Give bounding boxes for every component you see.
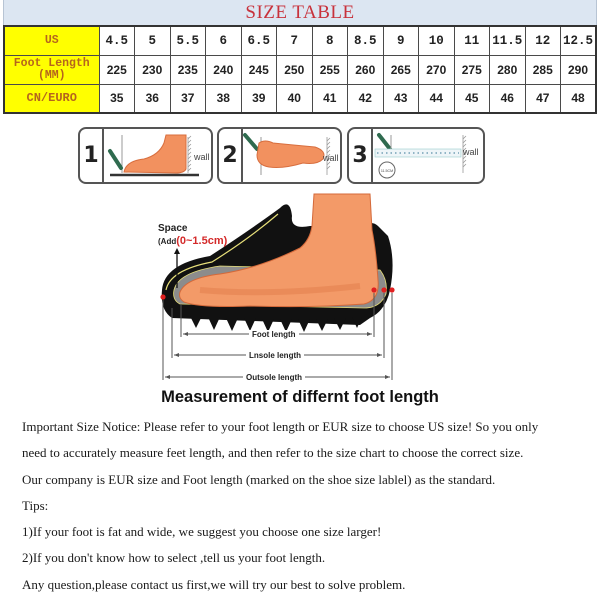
table-cell: 38 [206,84,242,113]
row-header-foot-length [4,55,99,84]
table-cell: 240 [206,55,242,84]
table-cell: 37 [170,84,206,113]
step-number: 2 [219,129,243,182]
table-cell: 43 [383,84,419,113]
table-cell: 8 [312,26,348,55]
table-cell: 46 [490,84,526,113]
table-cell: 245 [241,55,277,84]
step-number: 3 [349,129,373,182]
table-cell: 290 [561,55,597,84]
size-table [3,25,597,114]
table-cell: 225 [99,55,135,84]
table-cell: 285 [525,55,561,84]
table-cell: 12 [525,26,561,55]
table-cell: 41 [312,84,348,113]
table-cell: 44 [419,84,455,113]
table-cell: 7 [277,26,313,55]
table-row-foot-length [4,55,596,84]
wall-label: wall [323,153,339,163]
table-cell: 48 [561,84,597,113]
step-2-panel [217,127,342,184]
table-cell: 47 [525,84,561,113]
row-header-us: US [4,26,99,55]
table-row-cn-euro [4,84,596,113]
table-cell: 5.5 [170,26,206,55]
wall-label: wall [463,147,479,157]
table-cell: 9 [383,26,419,55]
table-cell: 270 [419,55,455,84]
table-cell: 12.5 [561,26,597,55]
row-header-cn-euro: CN/EURO [4,84,99,113]
step-3-panel [347,127,485,184]
table-cell: 10 [419,26,455,55]
size-notice [22,414,592,598]
space-label: Space [158,223,188,234]
step-number: 1 [80,129,104,182]
table-cell: 42 [348,84,384,113]
table-cell: 255 [312,55,348,84]
contact-line: Any question,please contact us first,we will try our best to solve problem. [22,576,406,592]
step-1-panel [78,127,213,184]
insole-length-label: Lnsole length [246,351,304,360]
table-cell: 40 [277,84,313,113]
space-add-label [158,235,227,247]
table-cell: 280 [490,55,526,84]
table-row-us [4,26,596,55]
space-add-prefix: (Add [158,237,177,246]
notice-line: Important Size Notice: Please refer to your foot length or EUR size to choose US size! So you only [22,419,539,434]
tips-heading: Tips: [22,497,49,513]
table-cell: 6 [206,26,242,55]
foot-length-label: Foot length [249,330,299,339]
wall-label: wall [194,152,210,162]
table-cell: 45 [454,84,490,113]
tip-item: 1)If your foot is fat and wide, we suggest you choose one size larger! [22,524,382,540]
table-cell: 275 [454,55,490,84]
table-cell: 39 [241,84,277,113]
table-cell: 36 [135,84,171,113]
outsole-length-label: Outsole length [243,373,305,382]
space-range: (0~1.5cm) [176,235,228,247]
table-cell: 235 [170,55,206,84]
notice-line: need to accurately measure feet length, and then refer to the size chart to choose the correct size. [22,445,524,461]
size-table-section [3,0,597,114]
table-cell: 260 [348,55,384,84]
table-cell: 230 [135,55,171,84]
row-header-foot-length-label: Foot Length [13,56,90,70]
table-cell: 35 [99,84,135,113]
table-cell: 250 [277,55,313,84]
tip-item: 2)If you don't know how to select ,tell us your foot length. [22,550,326,566]
table-cell: 11 [454,26,490,55]
table-cell: 265 [383,55,419,84]
foot-measurement-diagram [150,190,450,385]
notice-line: Our company is EUR size and Foot length (marked on the shoe size lablel) as the standard. [22,471,496,487]
table-cell: 6.5 [241,26,277,55]
table-cell: 4.5 [99,26,135,55]
table-cell: 8.5 [348,26,384,55]
table-cell: 11.5 [490,26,526,55]
size-table-title: SIZE TABLE [3,0,597,25]
row-header-foot-length-unit: (MM) [37,68,66,82]
diagram-caption: Measurement of differnt foot length [161,388,439,406]
table-cell: 5 [135,26,171,55]
size-badge: 11.5CM [380,169,394,173]
